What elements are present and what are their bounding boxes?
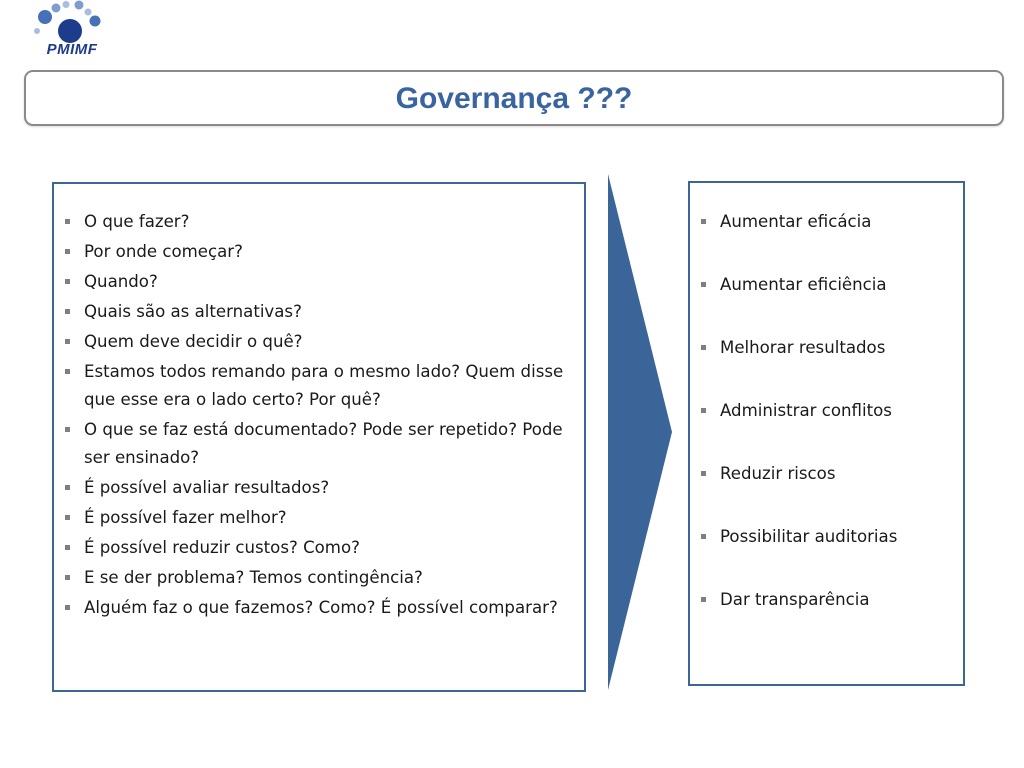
list-item-text: Quais são as alternativas? xyxy=(84,302,302,321)
square-bullet-icon xyxy=(65,309,70,314)
list-item-text: É possível avaliar resultados? xyxy=(84,478,330,497)
list-item xyxy=(64,358,564,414)
questions-box xyxy=(52,182,586,692)
list-item-text: É possível fazer melhor? xyxy=(84,508,287,527)
list-item xyxy=(700,397,960,425)
goals-box xyxy=(688,181,965,686)
list-item xyxy=(700,208,960,236)
list-item xyxy=(64,208,564,236)
square-bullet-icon xyxy=(65,605,70,610)
square-bullet-icon xyxy=(701,345,706,350)
list-item xyxy=(64,238,564,266)
list-item-text: Quem deve decidir o quê? xyxy=(84,332,303,351)
list-item-text: Aumentar eficiência xyxy=(720,275,887,294)
goals-list xyxy=(700,208,960,649)
list-item xyxy=(64,504,564,532)
list-item xyxy=(700,460,960,488)
square-bullet-icon xyxy=(701,219,706,224)
list-item-text: Reduzir riscos xyxy=(720,464,836,483)
page-title: Governança ??? xyxy=(395,82,633,115)
list-item-text: Por onde começar? xyxy=(84,242,243,261)
square-bullet-icon xyxy=(65,575,70,580)
list-item xyxy=(64,268,564,296)
square-bullet-icon xyxy=(701,597,706,602)
list-item-text: Quando? xyxy=(84,272,158,291)
square-bullet-icon xyxy=(65,249,70,254)
square-bullet-icon xyxy=(65,279,70,284)
list-item-text: Melhorar resultados xyxy=(720,338,886,357)
logo-dots-icon xyxy=(28,0,112,46)
square-bullet-icon xyxy=(701,471,706,476)
list-item-text: Administrar conflitos xyxy=(720,401,892,420)
square-bullet-icon xyxy=(701,534,706,539)
list-item-text: Dar transparência xyxy=(720,590,870,609)
list-item xyxy=(64,328,564,356)
list-item xyxy=(64,416,564,472)
square-bullet-icon xyxy=(65,515,70,520)
title-box xyxy=(24,70,1004,126)
list-item xyxy=(700,586,960,614)
list-item xyxy=(700,271,960,299)
chevron-right-arrow-icon xyxy=(606,174,676,692)
list-item xyxy=(64,534,564,562)
list-item-text: Estamos todos remando para o mesmo lado? Quem disse que esse era o lado certo? Por quê? xyxy=(84,362,564,409)
list-item-text: Aumentar eficácia xyxy=(720,212,872,231)
list-item-text: Possibilitar auditorias xyxy=(720,527,898,546)
square-bullet-icon xyxy=(65,339,70,344)
square-bullet-icon xyxy=(65,545,70,550)
list-item xyxy=(64,564,564,592)
pmimf-logo xyxy=(28,0,112,62)
square-bullet-icon xyxy=(701,282,706,287)
square-bullet-icon xyxy=(65,219,70,224)
list-item-text: É possível reduzir custos? Como? xyxy=(84,538,360,557)
logo-text: PMIMF xyxy=(46,41,98,58)
square-bullet-icon xyxy=(65,485,70,490)
questions-list xyxy=(64,208,564,624)
square-bullet-icon xyxy=(65,427,70,432)
list-item xyxy=(700,334,960,362)
list-item xyxy=(64,298,564,326)
list-item-text: O que fazer? xyxy=(84,212,190,231)
square-bullet-icon xyxy=(65,369,70,374)
square-bullet-icon xyxy=(701,408,706,413)
list-item-text: E se der problema? Temos contingência? xyxy=(84,568,423,587)
list-item-text: O que se faz está documentado? Pode ser repetido? Pode ser ensinado? xyxy=(84,420,563,467)
list-item xyxy=(700,523,960,551)
list-item-text: Alguém faz o que fazemos? Como? É possível comparar? xyxy=(84,598,558,617)
list-item xyxy=(64,594,564,622)
list-item xyxy=(64,474,564,502)
